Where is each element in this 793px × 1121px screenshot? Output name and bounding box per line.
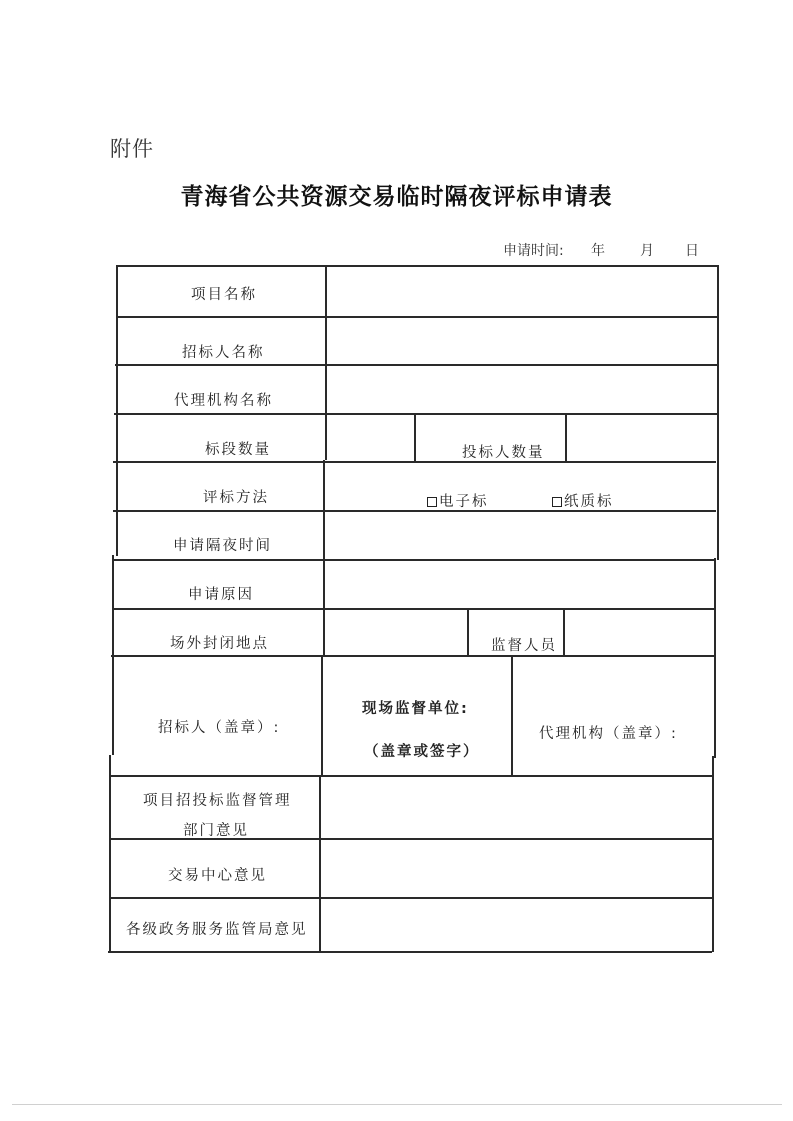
label-supervisor: 监督人员 [491, 638, 557, 654]
label-tenderer-seal: 招标人（盖章）: [158, 720, 281, 736]
scan-edge [12, 1104, 782, 1105]
date-month: 月 [640, 243, 654, 259]
option-electronic-label: 电子标 [439, 494, 489, 510]
date-label: 申请时间: [503, 243, 564, 259]
label-closed-site: 场外封闭地点 [170, 636, 269, 652]
label-reason: 申请原因 [188, 587, 254, 603]
label-dept-opinion-line2: 部门意见 [183, 823, 249, 839]
label-seal-or-sign: （盖章或签字） [364, 744, 480, 760]
label-agency-seal: 代理机构（盖章）: [539, 726, 678, 742]
checkbox-electronic[interactable] [427, 497, 437, 507]
option-electronic[interactable] [427, 490, 489, 511]
option-paper-label: 纸质标 [564, 494, 614, 510]
label-section-count: 标段数量 [205, 442, 271, 458]
label-evaluation-method: 评标方法 [203, 490, 269, 506]
date-day: 日 [685, 243, 699, 259]
label-agency-name: 代理机构名称 [174, 393, 273, 409]
checkbox-paper[interactable] [552, 497, 562, 507]
annex-label: 附件 [110, 137, 154, 161]
label-center-opinion: 交易中心意见 [168, 868, 267, 884]
option-paper[interactable] [552, 490, 614, 511]
label-tenderer-name: 招标人名称 [182, 345, 265, 361]
label-overnight-time: 申请隔夜时间 [173, 538, 272, 554]
date-year: 年 [591, 243, 605, 259]
label-bidder-count: 投标人数量 [462, 445, 545, 461]
label-project-name: 项目名称 [191, 287, 257, 303]
label-bureau-opinion: 各级政务服务监管局意见 [126, 922, 308, 938]
page-title: 青海省公共资源交易临时隔夜评标申请表 [180, 183, 613, 210]
label-onsite-unit: 现场监督单位: [362, 701, 469, 717]
label-dept-opinion-line1: 项目招投标监督管理 [143, 793, 292, 809]
